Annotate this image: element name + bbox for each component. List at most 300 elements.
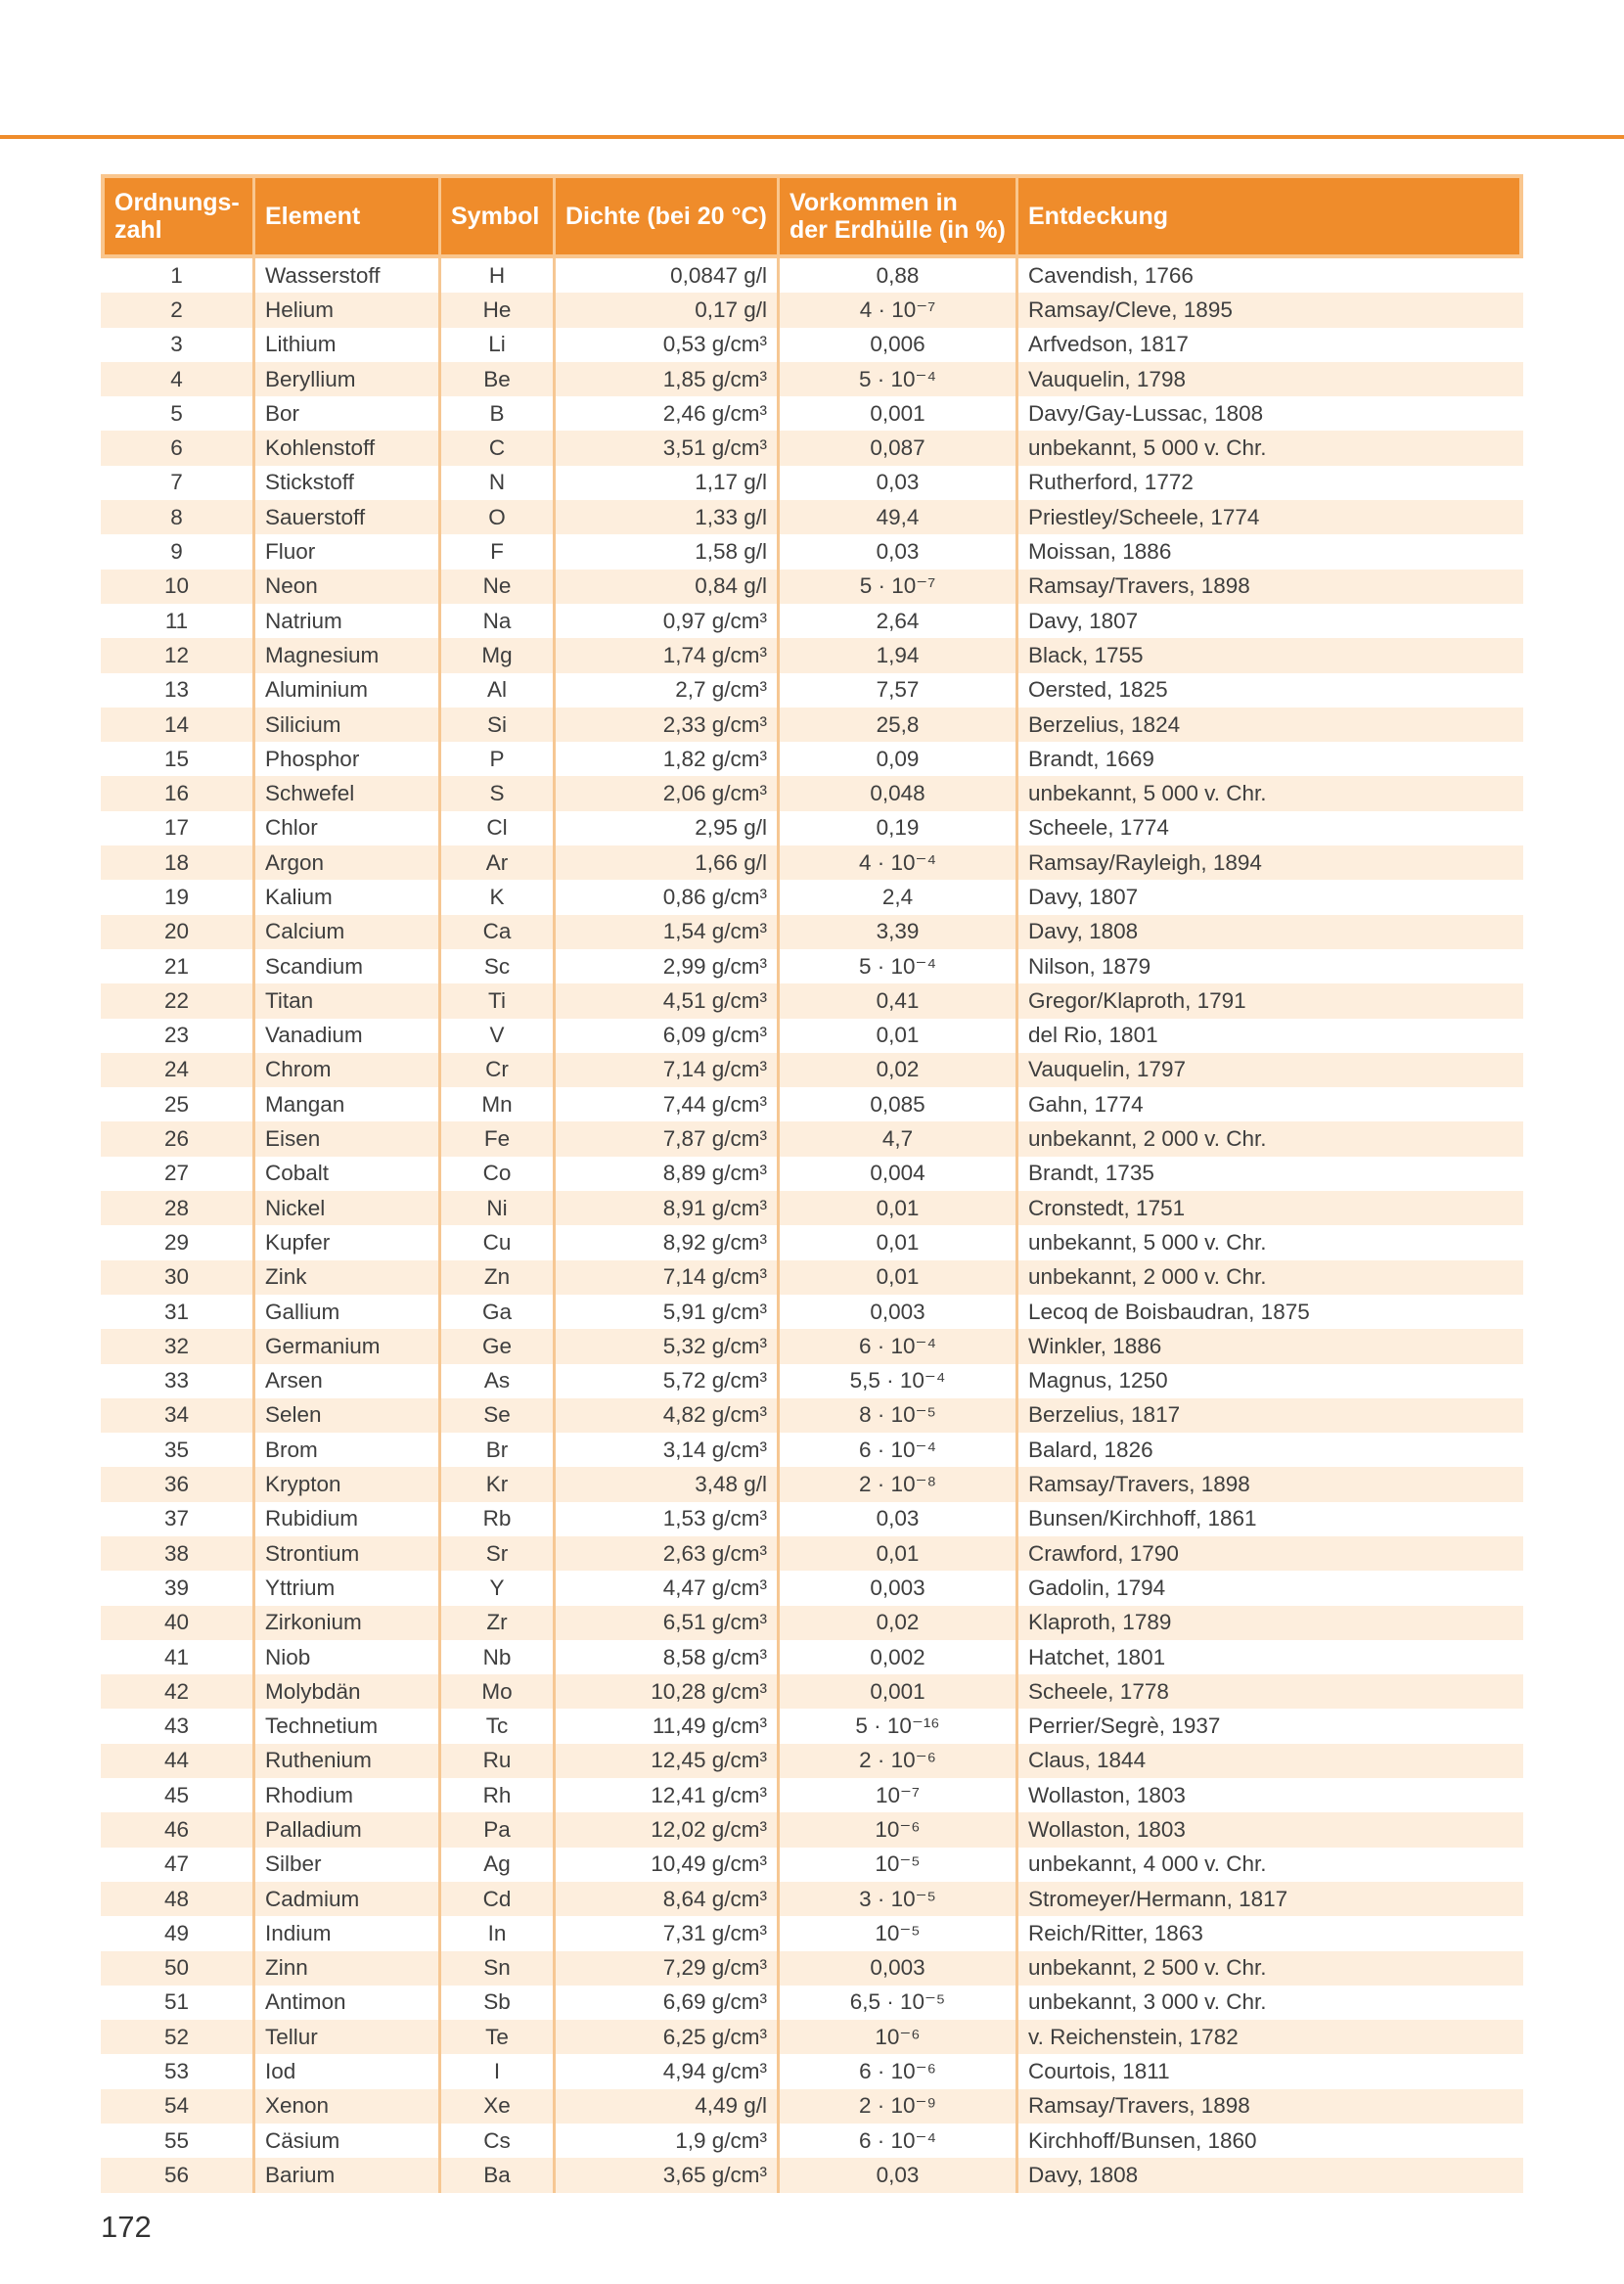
cell-symbol: Nb (441, 1640, 556, 1674)
cell-symbol: He (441, 293, 556, 327)
cell-discovery: Arfvedson, 1817 (1028, 332, 1189, 357)
cell-element: Titan (255, 983, 441, 1018)
cell-number: 49 (101, 1916, 255, 1950)
cell-symbol: Tc (441, 1709, 556, 1743)
cell-density: 6,51 g/cm³ (556, 1606, 780, 1640)
cell-element: Yttrium (255, 1571, 441, 1605)
cell-element: Strontium (255, 1536, 441, 1571)
cell-number: 12 (101, 638, 255, 672)
cell-element: Cadmium (255, 1882, 441, 1916)
cell-number: 16 (101, 776, 255, 810)
table-row (101, 1709, 1523, 1743)
cell-density: 1,58 g/l (556, 534, 780, 569)
cell-density: 0,97 g/cm³ (556, 604, 780, 638)
cell-symbol: Al (441, 673, 556, 708)
cell-discovery: del Rio, 1801 (1028, 1023, 1158, 1048)
cell-symbol: Fe (441, 1121, 556, 1156)
cell-discovery: Black, 1755 (1018, 638, 1523, 672)
table-row (101, 673, 1523, 708)
header-number (101, 174, 255, 258)
cell-number: 47 (101, 1848, 255, 1882)
table-row (101, 2124, 1523, 2158)
cell-number: 41 (101, 1640, 255, 1674)
cell-occurrence: 25,8 (780, 708, 1018, 742)
cell-discovery: Vauquelin, 1797 (1018, 1053, 1523, 1087)
cell-symbol: Kr (441, 1467, 556, 1501)
cell-element: Fluor (255, 534, 441, 569)
cell-number: 38 (101, 1536, 255, 1571)
cell-symbol: Cu (441, 1225, 556, 1259)
cell-density: 12,45 g/cm³ (556, 1744, 780, 1778)
cell-element: Scandium (255, 949, 441, 983)
cell-occurrence: 3,39 (780, 915, 1018, 949)
table-row (101, 1433, 1523, 1467)
header-element: Element (255, 174, 441, 258)
cell-discovery: Moissan, 1886 (1028, 539, 1172, 565)
cell-occurrence: 5 · 10⁻⁴ (780, 949, 1018, 983)
cell-element: Chlor (255, 811, 441, 845)
cell-occurrence: 6 · 10⁻⁶ (780, 2054, 1018, 2088)
cell-discovery: Ramsay/Travers, 1898 (1018, 1467, 1523, 1501)
cell-discovery: Ramsay/Cleve, 1895 (1018, 293, 1523, 327)
cell-occurrence: 0,001 (780, 396, 1018, 431)
cell-number: 11 (101, 604, 255, 638)
cell-number: 35 (101, 1433, 255, 1467)
table-row (101, 1674, 1523, 1709)
cell-discovery: Lecoq de Boisbaudran, 1875 (1028, 1299, 1310, 1324)
cell-number: 4 (101, 362, 255, 396)
cell-occurrence: 0,004 (780, 1157, 1018, 1191)
cell-discovery: Berzelius, 1824 (1018, 708, 1523, 742)
cell-element: Gallium (255, 1295, 441, 1329)
cell-occurrence: 6 · 10⁻⁴ (780, 2124, 1018, 2158)
cell-occurrence: 0,002 (780, 1640, 1018, 1674)
cell-density: 7,14 g/cm³ (556, 1053, 780, 1087)
cell-occurrence: 5,5 · 10⁻⁴ (780, 1364, 1018, 1398)
cell-symbol: Y (441, 1571, 556, 1605)
cell-symbol: Br (441, 1433, 556, 1467)
cell-occurrence: 4 · 10⁻⁷ (780, 293, 1018, 327)
cell-discovery: Davy, 1807 (1028, 608, 1139, 633)
cell-number: 15 (101, 742, 255, 776)
cell-element: Lithium (255, 328, 441, 362)
cell-element: Zinn (255, 1951, 441, 1986)
cell-discovery: Perrier/Segrè, 1937 (1028, 1713, 1221, 1739)
cell-discovery: Rutherford, 1772 (1028, 470, 1194, 495)
cell-discovery: Winkler, 1886 (1018, 1329, 1523, 1363)
cell-number: 21 (101, 949, 255, 983)
table-row (101, 1951, 1523, 1986)
cell-occurrence: 3 · 10⁻⁵ (780, 1882, 1018, 1916)
table-row (101, 1744, 1523, 1778)
table-row (101, 1916, 1523, 1950)
cell-density: 1,82 g/cm³ (556, 742, 780, 776)
table-row (101, 1848, 1523, 1882)
cell-number: 10 (101, 570, 255, 604)
header-discovery: Entdeckung (1018, 174, 1523, 258)
table-row (101, 915, 1523, 949)
cell-number: 30 (101, 1260, 255, 1295)
cell-discovery: Berzelius, 1817 (1018, 1398, 1523, 1433)
table-row (101, 1364, 1523, 1398)
table-row (101, 2158, 1523, 2192)
table-row (101, 776, 1523, 810)
cell-density: 8,58 g/cm³ (556, 1640, 780, 1674)
cell-occurrence: 0,003 (780, 1295, 1018, 1329)
cell-symbol: C (441, 431, 556, 465)
table-row (101, 1329, 1523, 1363)
table-row (101, 362, 1523, 396)
cell-occurrence: 0,03 (780, 2158, 1018, 2192)
cell-number: 22 (101, 983, 255, 1018)
cell-symbol: Cl (441, 811, 556, 845)
table-row (101, 1121, 1523, 1156)
cell-density: 5,32 g/cm³ (556, 1329, 780, 1363)
cell-number: 26 (101, 1121, 255, 1156)
table-row (101, 1536, 1523, 1571)
cell-number: 43 (101, 1709, 255, 1743)
cell-density: 2,06 g/cm³ (556, 776, 780, 810)
cell-element: Nickel (255, 1191, 441, 1225)
cell-number: 54 (101, 2089, 255, 2124)
cell-symbol: Ag (441, 1848, 556, 1882)
table-row (101, 1606, 1523, 1640)
cell-density: 4,47 g/cm³ (556, 1571, 780, 1605)
cell-discovery: Balard, 1826 (1028, 1437, 1153, 1462)
cell-discovery: Scheele, 1774 (1028, 815, 1169, 841)
cell-symbol: Ne (441, 570, 556, 604)
cell-number: 7 (101, 466, 255, 500)
header-occurrence (780, 174, 1018, 258)
cell-density: 1,17 g/l (556, 466, 780, 500)
cell-density: 10,28 g/cm³ (556, 1674, 780, 1709)
cell-number: 53 (101, 2054, 255, 2088)
cell-number: 24 (101, 1053, 255, 1087)
cell-symbol: Rh (441, 1778, 556, 1812)
cell-density: 6,25 g/cm³ (556, 2020, 780, 2054)
table-row (101, 396, 1523, 431)
cell-density: 12,02 g/cm³ (556, 1812, 780, 1847)
cell-occurrence: 49,4 (780, 500, 1018, 534)
table-row (101, 1019, 1523, 1053)
cell-symbol: K (441, 880, 556, 914)
cell-symbol: Sn (441, 1951, 556, 1986)
cell-symbol: Ni (441, 1191, 556, 1225)
cell-density: 0,86 g/cm³ (556, 880, 780, 914)
cell-element: Kohlenstoff (255, 431, 441, 465)
cell-number: 51 (101, 1986, 255, 2020)
cell-discovery: Gregor/Klaproth, 1791 (1018, 983, 1523, 1018)
cell-element: Calcium (255, 915, 441, 949)
table-row (101, 1640, 1523, 1674)
cell-density: 4,51 g/cm³ (556, 983, 780, 1018)
cell-density: 10,49 g/cm³ (556, 1848, 780, 1882)
cell-occurrence: 10⁻⁵ (780, 1848, 1018, 1882)
cell-symbol: Ca (441, 915, 556, 949)
cell-discovery: Cronstedt, 1751 (1018, 1191, 1523, 1225)
cell-density: 7,14 g/cm³ (556, 1260, 780, 1295)
cell-occurrence: 6 · 10⁻⁴ (780, 1329, 1018, 1363)
cell-element: Neon (255, 570, 441, 604)
cell-discovery: Davy, 1807 (1028, 884, 1139, 909)
cell-symbol: Sb (441, 1986, 556, 2020)
cell-element: Magnesium (255, 638, 441, 672)
cell-occurrence: 5 · 10⁻⁷ (780, 570, 1018, 604)
cell-number: 5 (101, 396, 255, 431)
header-number-line1: Ordnungs- (114, 189, 240, 216)
header-density: Dichte (bei 20 °C) (556, 174, 780, 258)
cell-discovery: Davy/Gay-Lussac, 1808 (1028, 400, 1264, 426)
table-row (101, 742, 1523, 776)
cell-symbol: Cs (441, 2124, 556, 2158)
cell-occurrence: 5 · 10⁻⁴ (780, 362, 1018, 396)
cell-occurrence: 0,03 (780, 1502, 1018, 1536)
table-row (101, 1986, 1523, 2020)
cell-symbol: Se (441, 1398, 556, 1433)
cell-symbol: Cd (441, 1882, 556, 1916)
cell-symbol: Zn (441, 1260, 556, 1295)
cell-element: Eisen (255, 1121, 441, 1156)
cell-element: Iod (255, 2054, 441, 2088)
cell-number: 36 (101, 1467, 255, 1501)
cell-number: 40 (101, 1606, 255, 1640)
cell-discovery: unbekannt, 5 000 v. Chr. (1018, 776, 1523, 810)
cell-symbol: Ge (441, 1329, 556, 1363)
cell-occurrence: 0,88 (780, 258, 1018, 293)
cell-density: 2,99 g/cm³ (556, 949, 780, 983)
table-row (101, 1502, 1523, 1536)
cell-number: 52 (101, 2020, 255, 2054)
cell-density: 4,94 g/cm³ (556, 2054, 780, 2088)
table-row (101, 845, 1523, 880)
cell-density: 7,31 g/cm³ (556, 1916, 780, 1950)
cell-occurrence: 10⁻⁶ (780, 1812, 1018, 1847)
cell-occurrence: 0,003 (780, 1951, 1018, 1986)
table-row (101, 2054, 1523, 2088)
cell-occurrence: 6,5 · 10⁻⁵ (780, 1986, 1018, 2020)
cell-occurrence: 0,01 (780, 1536, 1018, 1571)
cell-discovery: Wollaston, 1803 (1028, 1782, 1186, 1807)
cell-symbol: As (441, 1364, 556, 1398)
cell-number: 20 (101, 915, 255, 949)
cell-symbol: S (441, 776, 556, 810)
cell-number: 8 (101, 500, 255, 534)
cell-symbol: Be (441, 362, 556, 396)
cell-number: 6 (101, 431, 255, 465)
cell-symbol: Mo (441, 1674, 556, 1709)
cell-element: Zirkonium (255, 1606, 441, 1640)
table-row (101, 1467, 1523, 1501)
header-occurrence-line1: Vorkommen in (789, 189, 958, 216)
cell-number: 46 (101, 1812, 255, 1847)
cell-occurrence: 4,7 (780, 1121, 1018, 1156)
cell-number: 56 (101, 2158, 255, 2192)
cell-discovery: Bunsen/Kirchhoff, 1861 (1028, 1506, 1257, 1531)
cell-density: 6,69 g/cm³ (556, 1986, 780, 2020)
table-body (101, 258, 1523, 2193)
cell-symbol: B (441, 396, 556, 431)
cell-element: Germanium (255, 1329, 441, 1363)
cell-symbol: Ar (441, 845, 556, 880)
cell-symbol: Li (441, 328, 556, 362)
cell-symbol: In (441, 1916, 556, 1950)
cell-symbol: Mg (441, 638, 556, 672)
elements-table (101, 174, 1523, 2193)
cell-occurrence: 0,02 (780, 1053, 1018, 1087)
cell-element: Cobalt (255, 1157, 441, 1191)
table-row (101, 1260, 1523, 1295)
cell-discovery: Davy, 1808 (1018, 915, 1523, 949)
table-row (101, 1295, 1523, 1329)
cell-occurrence: 5 · 10⁻¹⁶ (780, 1709, 1018, 1743)
cell-element: Phosphor (255, 742, 441, 776)
table-row (101, 949, 1523, 983)
cell-symbol: Mn (441, 1087, 556, 1121)
cell-element: Brom (255, 1433, 441, 1467)
cell-discovery: Nilson, 1879 (1028, 953, 1151, 979)
cell-density: 0,53 g/cm³ (556, 328, 780, 362)
cell-discovery: unbekannt, 5 000 v. Chr. (1028, 1229, 1267, 1255)
table-header-row (101, 174, 1523, 258)
cell-discovery: Ramsay/Travers, 1898 (1018, 570, 1523, 604)
cell-occurrence: 0,048 (780, 776, 1018, 810)
cell-density: 3,51 g/cm³ (556, 431, 780, 465)
cell-occurrence: 2 · 10⁻⁹ (780, 2089, 1018, 2124)
cell-density: 6,09 g/cm³ (556, 1019, 780, 1053)
cell-symbol: Zr (441, 1606, 556, 1640)
cell-number: 23 (101, 1019, 255, 1053)
cell-density: 8,64 g/cm³ (556, 1882, 780, 1916)
cell-discovery: Gadolin, 1794 (1028, 1575, 1166, 1600)
cell-discovery: Ramsay/Rayleigh, 1894 (1018, 845, 1523, 880)
cell-element: Antimon (255, 1986, 441, 2020)
cell-occurrence: 0,01 (780, 1260, 1018, 1295)
cell-symbol: V (441, 1019, 556, 1053)
table-row (101, 1882, 1523, 1916)
cell-number: 55 (101, 2124, 255, 2158)
cell-density: 1,33 g/l (556, 500, 780, 534)
cell-element: Stickstoff (255, 466, 441, 500)
cell-element: Aluminium (255, 673, 441, 708)
cell-discovery: Priestley/Scheele, 1774 (1018, 500, 1523, 534)
cell-element: Xenon (255, 2089, 441, 2124)
cell-element: Arsen (255, 1364, 441, 1398)
cell-density: 5,72 g/cm³ (556, 1364, 780, 1398)
table-row (101, 1398, 1523, 1433)
cell-discovery: Claus, 1844 (1018, 1744, 1523, 1778)
table-row (101, 258, 1523, 293)
cell-occurrence: 0,087 (780, 431, 1018, 465)
table-row (101, 431, 1523, 465)
cell-occurrence: 0,41 (780, 983, 1018, 1018)
cell-symbol: Ga (441, 1295, 556, 1329)
cell-density: 5,91 g/cm³ (556, 1295, 780, 1329)
cell-symbol: Cr (441, 1053, 556, 1087)
cell-element: Technetium (255, 1709, 441, 1743)
cell-density: 0,84 g/l (556, 570, 780, 604)
cell-discovery: unbekannt, 2 000 v. Chr. (1018, 1121, 1523, 1156)
cell-discovery: Gahn, 1774 (1028, 1091, 1144, 1117)
table-row (101, 1225, 1523, 1259)
cell-density: 4,82 g/cm³ (556, 1398, 780, 1433)
cell-density: 8,91 g/cm³ (556, 1191, 780, 1225)
table-row (101, 293, 1523, 327)
cell-occurrence: 0,006 (780, 328, 1018, 362)
cell-number: 29 (101, 1225, 255, 1259)
cell-number: 32 (101, 1329, 255, 1363)
table-row (101, 2089, 1523, 2124)
cell-element: Ruthenium (255, 1744, 441, 1778)
cell-symbol: Rb (441, 1502, 556, 1536)
cell-element: Beryllium (255, 362, 441, 396)
table-row (101, 638, 1523, 672)
page-number: 172 (101, 2210, 152, 2244)
table-row (101, 1157, 1523, 1191)
cell-occurrence: 0,01 (780, 1019, 1018, 1053)
cell-symbol: Sc (441, 949, 556, 983)
cell-element: Chrom (255, 1053, 441, 1087)
cell-density: 8,92 g/cm³ (556, 1225, 780, 1259)
cell-number: 42 (101, 1674, 255, 1709)
cell-occurrence: 0,19 (780, 811, 1018, 845)
cell-occurrence: 0,001 (780, 1674, 1018, 1709)
table-row (101, 466, 1523, 500)
cell-density: 1,54 g/cm³ (556, 915, 780, 949)
cell-symbol: Ru (441, 1744, 556, 1778)
cell-number: 14 (101, 708, 255, 742)
cell-number: 28 (101, 1191, 255, 1225)
cell-element: Barium (255, 2158, 441, 2192)
cell-discovery: Courtois, 1811 (1028, 2059, 1170, 2084)
cell-occurrence: 10⁻⁷ (780, 1778, 1018, 1812)
cell-number: 19 (101, 880, 255, 914)
cell-discovery: Hatchet, 1801 (1028, 1644, 1166, 1669)
cell-density: 2,63 g/cm³ (556, 1536, 780, 1571)
cell-density: 7,87 g/cm³ (556, 1121, 780, 1156)
cell-number: 45 (101, 1778, 255, 1812)
cell-density: 3,14 g/cm³ (556, 1433, 780, 1467)
cell-occurrence: 0,03 (780, 534, 1018, 569)
cell-number: 37 (101, 1502, 255, 1536)
cell-number: 18 (101, 845, 255, 880)
cell-element: Selen (255, 1398, 441, 1433)
cell-symbol: Ba (441, 2158, 556, 2192)
cell-discovery: Brandt, 1669 (1028, 746, 1154, 771)
cell-discovery: Scheele, 1778 (1018, 1674, 1523, 1709)
cell-discovery: Magnus, 1250 (1028, 1368, 1168, 1393)
cell-density: 3,65 g/cm³ (556, 2158, 780, 2192)
cell-occurrence: 0,01 (780, 1191, 1018, 1225)
cell-number: 34 (101, 1398, 255, 1433)
table-row (101, 570, 1523, 604)
cell-density: 1,85 g/cm³ (556, 362, 780, 396)
cell-density: 1,74 g/cm³ (556, 638, 780, 672)
cell-discovery: Wollaston, 1803 (1018, 1812, 1523, 1847)
table-row (101, 880, 1523, 914)
cell-element: Molybdän (255, 1674, 441, 1709)
cell-discovery: Kirchhoff/Bunsen, 1860 (1028, 2127, 1257, 2153)
cell-density: 4,49 g/l (556, 2089, 780, 2124)
header-number-line2: zahl (114, 216, 162, 244)
cell-occurrence: 2 · 10⁻⁸ (780, 1467, 1018, 1501)
cell-number: 3 (101, 328, 255, 362)
header-symbol: Symbol (441, 174, 556, 258)
cell-density: 11,49 g/cm³ (556, 1709, 780, 1743)
cell-discovery: Oersted, 1825 (1028, 677, 1168, 703)
cell-element: Niob (255, 1640, 441, 1674)
cell-element: Wasserstoff (255, 258, 441, 293)
cell-density: 2,33 g/cm³ (556, 708, 780, 742)
